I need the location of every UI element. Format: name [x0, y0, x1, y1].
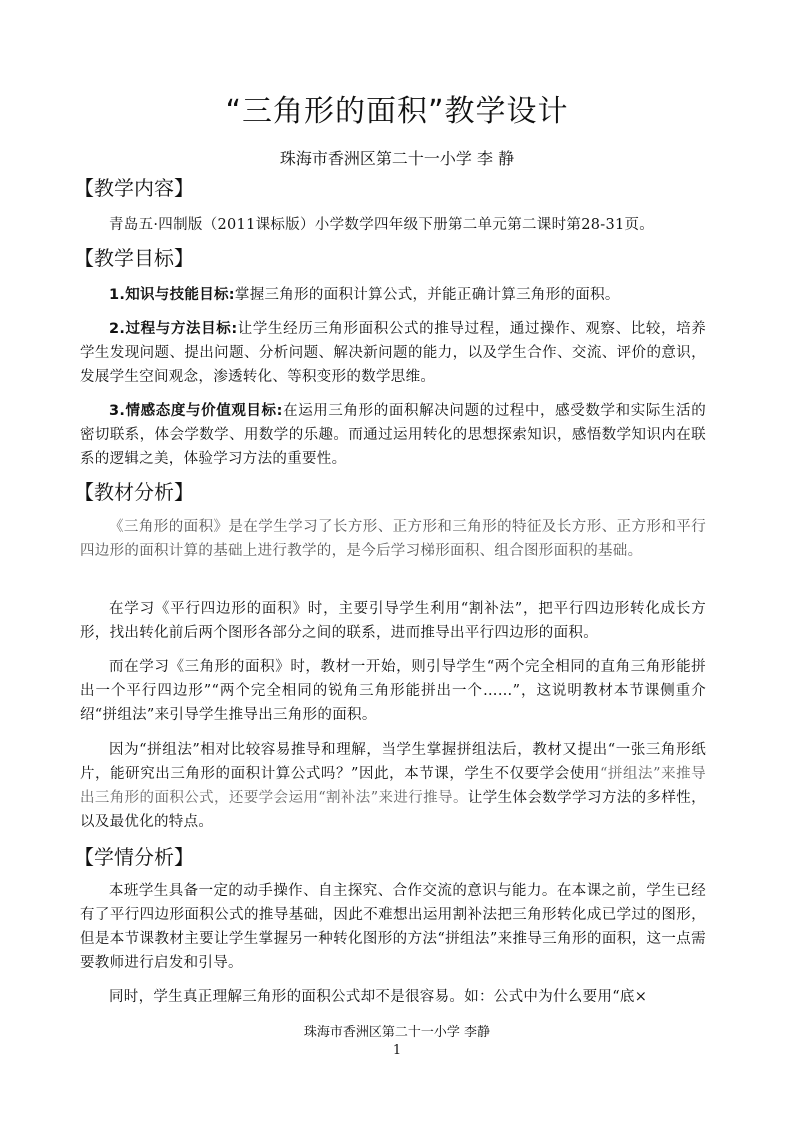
- student-paragraph-1: 本班学生具备一定的动手操作、自主探究、合作交流的意识与能力。在本课之前，学生已经有了平行四边形面积公式的推导基础，因此不难想出运用割补法把三角形转化成已学过的图形，但是本节课教材主要让学生掌握另一种转化图形的方法“拼组法”来推导三角形的面积，这一点需要教师进行启发和引导。: [80, 883, 706, 971]
- material-paragraph-4-part-b: “拼组法”来推导出三角形的面积公式，还要学会运用“割补法”来进行推导。: [80, 766, 706, 806]
- material-paragraph-1: 《三角形的面积》是在学生学习了长方形、正方形和三角形的特征及长方形、正方形和平行四边形的面积计算的基础上进行教学的，是今后学习梯形面积、组合图形面积的基础。: [80, 519, 706, 559]
- material-paragraph-4: [80, 738, 706, 834]
- goal-process-label: 2.过程与方法目标:: [109, 321, 238, 337]
- goal-attitude-label: 3.情感态度与价值观目标:: [109, 403, 283, 419]
- goal-knowledge-label: 1.知识与技能目标:: [109, 287, 235, 303]
- heading-material-analysis: 【教材分析】: [74, 480, 194, 504]
- goal-knowledge-text: 掌握三角形的面积计算公式，并能正确计算三角形的面积。: [234, 287, 620, 303]
- goal-attitude-values: [80, 399, 706, 471]
- goal-knowledge-skills: [80, 283, 706, 307]
- heading-teaching-content: 【教学内容】: [74, 176, 194, 200]
- footer-school-author: 珠海市香洲区第二十一小学 李静: [303, 1025, 491, 1040]
- material-paragraph-4-part-c: 让学生体会数学学习方法的多样性，以及最优化的特点。: [80, 790, 706, 830]
- material-paragraph-3: 而在学习《三角形的面积》时，教材一开始，则引导学生“两个完全相同的直角三角形能拼出一个平行四边形”“两个完全相同的锐角三角形能拼出一个……”，这说明教材本节课侧重介绍“拼组法”来引导学生推导出三角形的面积。: [80, 659, 706, 723]
- heading-student-analysis: 【学情分析】: [74, 845, 194, 869]
- student-paragraph-2: 同时，学生真正理解三角形的面积公式却不是很容易。如：公式中为什么要用“底×: [109, 989, 648, 1005]
- heading-teaching-goals: 【教学目标】: [74, 246, 194, 270]
- teaching-content-paragraph: 青岛五·四制版（2011课标版）小学数学四年级下册第二单元第二课时第28-31页。: [109, 217, 655, 233]
- page-number: 1: [392, 1043, 402, 1058]
- material-paragraph-2: 在学习《平行四边形的面积》时，主要引导学生利用“割补法”，把平行四边形转化成长方形，找出转化前后两个图形各部分之间的联系，进而推导出平行四边形的面积。: [80, 601, 706, 641]
- goal-process-text: 让学生经历三角形面积公式的推导过程，通过操作、观察、比较，培养学生发现问题、提出问题、分析问题、解决新问题的能力，以及学生合作、交流、评价的意识，发展学生空间观念，渗透转化、等积变形的数学思维。: [80, 321, 706, 385]
- goal-process-method: [80, 317, 706, 389]
- page-title: “三角形的面积”教学设计: [225, 94, 569, 129]
- goal-attitude-text: 在运用三角形的面积解决问题的过程中，感受数学和实际生活的密切联系，体会学数学、用数学的乐趣。而通过运用转化的思想探索知识，感悟数学知识内在联系的逻辑之美，体验学习方法的重要性。: [80, 403, 706, 467]
- author-line: 珠海市香洲区第二十一小学 李 静: [279, 149, 515, 168]
- material-paragraph-4-part-a: 因为“拼组法”相对比较容易推导和理解，当学生掌握拼组法后，教材又提出“一张三角形纸片，能研究出三角形的面积计算公式吗？”因此，本节课，学生不仅要学会使用: [80, 742, 706, 782]
